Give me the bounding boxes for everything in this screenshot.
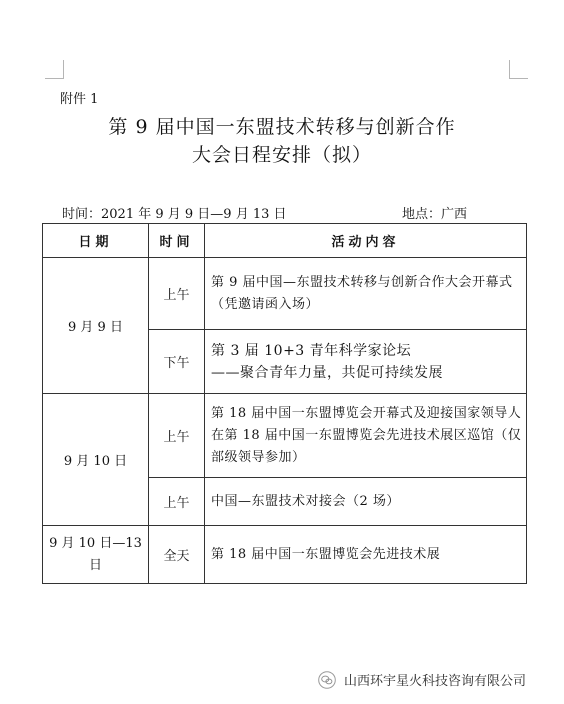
page-corner-mark-top-left: [45, 60, 64, 79]
watermark-text: 山西环宇星火科技咨询有限公司: [344, 674, 527, 689]
time-cell: 全天: [149, 526, 205, 584]
activity-cell: 第 18 届中国一东盟博览会开幕式及迎接国家领导人在第 18 届中国一东盟博览会先进技术展区巡馆（仅部级领导参加）: [205, 394, 527, 478]
header-time: 时间: [149, 224, 205, 258]
event-location: 地点：广西: [402, 207, 468, 222]
activity-cell: 第 9 届中国—东盟技术转移与创新合作大会开幕式（凭邀请函入场）: [205, 258, 527, 330]
time-cell: 上午: [149, 258, 205, 330]
attachment-label: 附件 1: [60, 92, 99, 107]
header-date: 日期: [43, 224, 149, 258]
table-header-row: [43, 224, 527, 258]
page-title-line2: 大会日程安排（拟）: [191, 144, 372, 166]
event-time: 时间：2021 年 9 月 9 日—9 月 13 日: [62, 207, 287, 222]
activity-line: ——聚合青年力量，共促可持续发展: [211, 364, 443, 381]
activity-line: 第 3 届 10+3 青年科学家论坛: [211, 342, 412, 359]
wechat-icon: [318, 671, 336, 689]
date-cell: 9 月 9 日: [43, 258, 149, 394]
page-title-line1: 第 9 届中国一东盟技术转移与创新合作: [108, 116, 456, 138]
page-corner-mark-top-right: [509, 60, 528, 79]
date-cell: 9 月 10 日—13 日: [43, 526, 149, 584]
watermark: [318, 670, 526, 689]
activity-cell: [205, 330, 527, 394]
activity-cell: 中国—东盟技术对接会（2 场）: [205, 478, 527, 526]
table-row: [43, 394, 527, 478]
date-cell: 9 月 10 日: [43, 394, 149, 526]
schedule-table: [42, 223, 527, 584]
table-row: [43, 258, 527, 330]
table-row: [43, 526, 527, 584]
event-meta: [62, 203, 468, 222]
time-cell: 上午: [149, 478, 205, 526]
time-cell: 上午: [149, 394, 205, 478]
header-activity: 活动内容: [205, 224, 527, 258]
time-cell: 下午: [149, 330, 205, 394]
activity-cell: 第 18 届中国一东盟博览会先进技术展: [205, 526, 527, 584]
